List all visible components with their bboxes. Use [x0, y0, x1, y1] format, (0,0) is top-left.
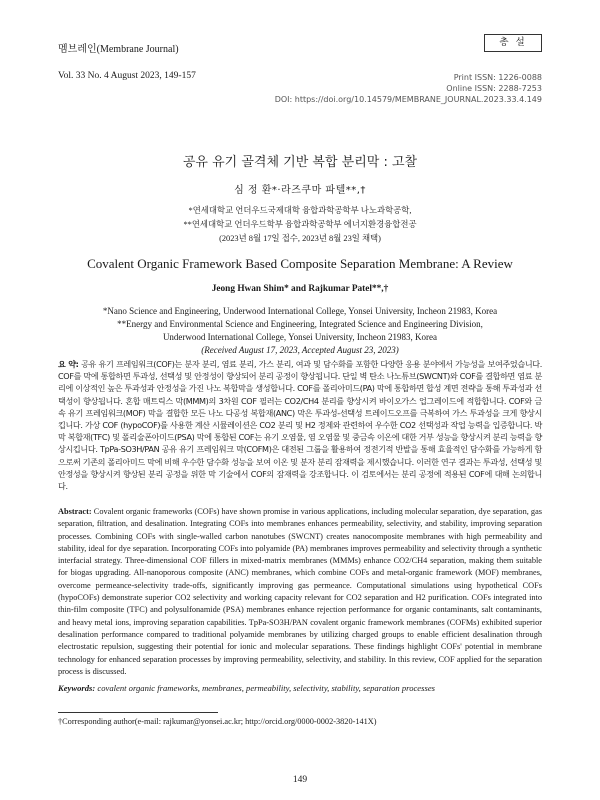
- page-number: 149: [292, 775, 308, 785]
- korean-affiliation-2: **연세대학교 언더우드학부 융합과학공학부 에너지환경융합전공: [183, 220, 417, 229]
- english-abstract: [58, 506, 542, 678]
- korean-received-date: (2023년 8월 17일 접수, 2023년 8월 23일 채택): [219, 234, 381, 243]
- keywords-label: Keywords:: [58, 683, 96, 693]
- keywords: [58, 683, 542, 693]
- korean-abstract-text: 공유 유기 프레임워크(COF)는 분자 분리, 염료 분리, 가스 분리, 여과 및 담수화를 포함한 다양한 응용 분야에서 가능성을 보여주었습니다. COF를 막에 통합하면 투과성, 선택성 및 안정성이 향상되어 분리 공정이 향상됩니다. 단일 벽 탄소 나노튜브(SWCNT)와 COF를 결합하면 염료 분리에 이상적인 높은 투과성과 안정성을 가진 나노 복합막을 생성합니다. COF를 폴리아미드(PA) 막에 통합하면 합성 계면 전략을 통해 투과성과 선택성이 향상됩니다. 혼합 매트릭스 막(MMM)의 3차원 COF 필러는 CO2/CH4 분리를 향상시켜 바이오가스 업그레이드에 적합합니다. COF와 금속 유기 프레임워크(MOF) 막을 결합한 모든 나노 다공성 복합재(ANC) 막은 투과성-선택성 트레이드오프를 극복하여 가스 투과성을 크게 향상시킵니다. 가상 COF (hypoCOF)를 사용한 계산 시뮬레이션은 CO2 분리 및 H2 정제와 관련하여 우수한 CO2 선택성과 작업 능력을 입증합니다. 박막 복합재(TFC) 및 폴리술폰아미드(PSA) 막에 통합된 COF는 유기 오염물, 염 오염물 및 중금속 이온에 대한 거부 성능을 향상시켜 분리 능력을 향상시킵니다. TpPa-SO3H/PAN 공유 유기 프레임워크 막(COFM)은 대전된 그룹을 활용하여 정전기적 반발을 통해 효율적인 담수화를 가능하게 함으로써 기존의 폴리아미드 막에 비해 우수한 담수화 성능을 보여 이온 및 분자 분리 잠재력을 제시했습니다. 이러한 연구 결과는 투과성, 선택성 및 안정성을 향상시켜 향상된 분리 공정을 위한 막 기술에서 COF의 잠재력을 강조합니다. 이 검토에서는 분리 공정에 적용된 COF에 대해 논의합니다.: [58, 359, 542, 492]
- footnote-rule: [58, 712, 218, 713]
- english-received-date: (Received August 17, 2023, Accepted August 23, 2023): [201, 345, 399, 355]
- english-affiliation-3: Underwood International College, Yonsei University, Incheon 21983, Korea: [162, 332, 438, 342]
- volume-info: Vol. 33 No. 4 August 2023, 149-157: [58, 71, 196, 81]
- korean-title: 공유 유기 골격체 기반 복합 분리막 : 고찰: [182, 155, 418, 170]
- article-type-badge: 총 설: [484, 34, 542, 52]
- keywords-text: covalent organic frameworks, membranes, permeability, selectivity, stability, separation processes: [97, 683, 435, 693]
- korean-abstract: [58, 358, 542, 492]
- journal-name: 멤브레인(Membrane Journal): [58, 44, 179, 55]
- english-abstract-text: Covalent organic frameworks (COFs) have shown promise in various applications, including molecular separation, dye separation, gas separation, filtration, and desalination. Integrating COFs into membranes enhances permeability, selectivity, and stability, improving separation processes. Combining COFs with single-walled carbon nanotubes (SWCNT) creates nanocomposite membranes with high permeability and stability, ideal for dye separation. Incorporating COFs into polyamide (PA) membranes improves permeability and selectivity through a synthetic interfacial strategy. Three-dimensional COF fillers in mixed-matrix membranes (MMMs) enhance CO2/CH4 separation, making them suitable for biogas upgrading. All-nanoporous composite (ANC) membranes, which combine COFs and metal-organic framework (MOF) membranes, overcome permeance-selectivity trade-offs, significantly improving gas permeance. Computational simulations using hypothetical COFs (hypoCOFs) demonstrate superior CO2 selectivity and working capacity relevant for CO2 separation and H2 purification. COFs integrated into thin-film composite (TFC) and polysulfonamide (PSA) membranes enhance rejection performance for organic contaminants, salt contaminants, and heavy metal ions, improving separation capabilities. TpPa-SO3H/PAN covalent organic framework membranes (COFMs) exhibited superior desalination performance compared to traditional polyamide membranes by utilizing charged groups to enable efficient desalination through electrostatic repulsion, suggesting their potential for ionic and molecular separations. These findings highlight COFs' potential in membrane technology for enhanced separation processes by improving permeability, selectivity, and stability. In this review, COF applied for the separation process is discussed.: [58, 507, 542, 676]
- corresponding-author-footnote: †Corresponding author(e-mail: rajkumar@yonsei.ac.kr; http://orcid.org/0000-0002-3820-141X): [58, 717, 377, 726]
- korean-affiliation-1: *연세대학교 언더우드국제대학 융합과학공학부 나노과학공학,: [188, 206, 412, 215]
- english-abstract-label: Abstract:: [58, 507, 92, 516]
- english-authors: Jeong Hwan Shim* and Rajkumar Patel**,†: [211, 284, 389, 294]
- print-issn: Print ISSN: 1226-0088: [453, 73, 542, 82]
- korean-abstract-label: 요 약:: [58, 359, 79, 369]
- doi-link[interactable]: DOI: https://doi.org/10.14579/MEMBRANE_JOURNAL.2023.33.4.149: [274, 95, 542, 104]
- english-affiliation-1: *Nano Science and Engineering, Underwood International College, Yonsei University, Incheon 21983, Korea: [102, 306, 498, 316]
- english-title: Covalent Organic Framework Based Composite Separation Membrane: A Review: [87, 256, 513, 271]
- online-issn: Online ISSN: 2288-7253: [446, 84, 542, 93]
- korean-authors: 심 정 환*·라즈쿠마 파텔**,†: [234, 185, 366, 196]
- english-affiliation-2: **Energy and Environmental Science and Engineering, Integrated Science and Engineering Division,: [117, 319, 483, 329]
